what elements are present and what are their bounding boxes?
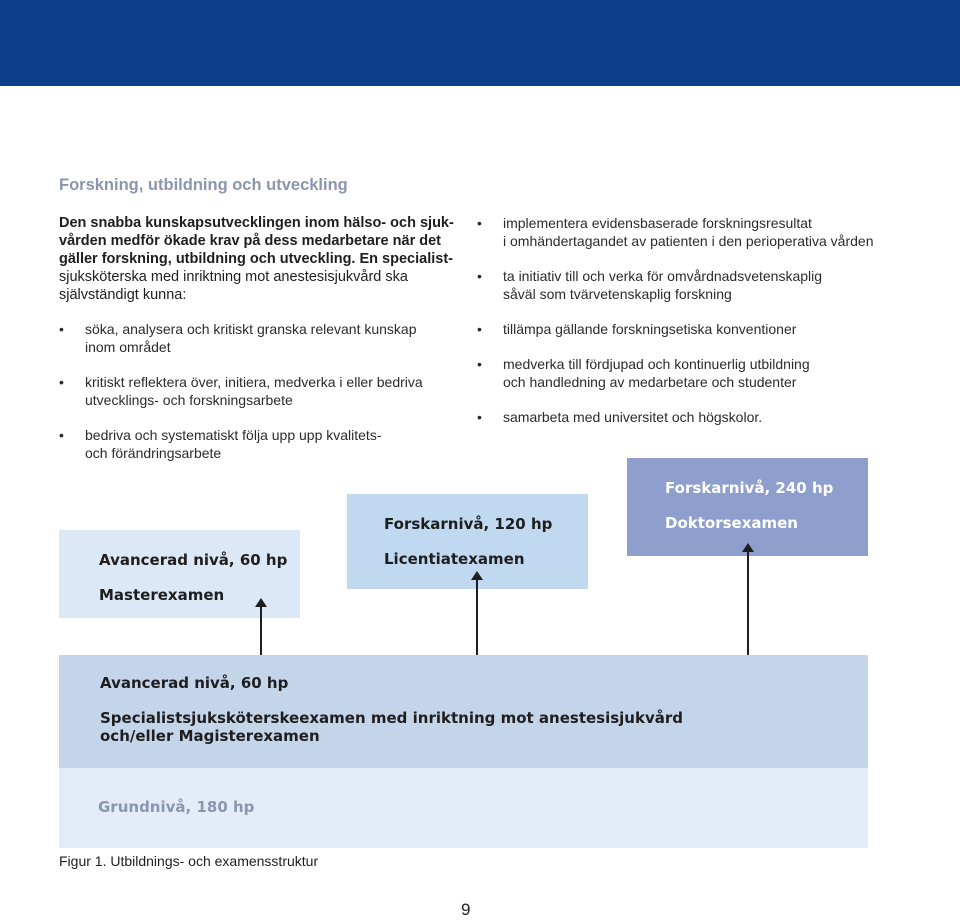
level-label: Forskarnivå, 240 hp <box>665 479 834 497</box>
list-item-line: medverka till fördjupad och kontinuerlig utbildning <box>503 356 810 372</box>
list-item-line: tillämpa gällande forskningsetiska konventioner <box>503 321 797 337</box>
figure-caption: Figur 1. Utbildnings- och examensstruktur <box>59 853 319 869</box>
section-heading: Forskning, utbildning och utveckling <box>59 176 348 194</box>
level-label: Avancerad nivå, 60 hp <box>100 674 289 692</box>
intro-line: Den snabba kunskapsutvecklingen inom hälso- och sjuk- <box>59 215 454 231</box>
list-item-line: såväl som tvärvetenskaplig forskning <box>503 286 732 302</box>
bullet-icon: • <box>477 321 482 337</box>
list-item <box>477 267 873 303</box>
degree-label: Doktorsexamen <box>665 514 798 532</box>
list-item-line: inom området <box>85 339 171 355</box>
page-number: 9 <box>461 900 471 919</box>
doktor-box <box>627 458 868 556</box>
list-item-line: och handledning av medarbetare och studenter <box>503 374 797 390</box>
degree-label: Specialistsjuksköterskeexamen med inriktning mot anestesisjukvård <box>100 709 684 727</box>
arrow-up-icon <box>260 607 262 655</box>
list-item <box>477 214 873 250</box>
intro-line: självständigt kunna: <box>59 287 187 303</box>
degree-label: Masterexamen <box>99 586 225 604</box>
list-item-line: utvecklings- och forskningsarbete <box>85 392 293 408</box>
specialist-box <box>59 655 868 768</box>
list-item <box>59 320 423 356</box>
list-item-line: söka, analysera och kritiskt granska relevant kunskap <box>85 321 417 337</box>
list-item-line: implementera evidensbaserade forskningsresultat <box>503 215 812 231</box>
list-item-line: ta initiativ till och verka för omvårdnadsvetenskaplig <box>503 268 823 284</box>
list-item-line: kritiskt reflektera över, initiera, medverka i eller bedriva <box>85 374 423 390</box>
bullet-icon: • <box>477 356 482 372</box>
list-item <box>59 373 423 409</box>
bullet-icon: • <box>59 374 64 390</box>
bullet-icon: • <box>477 215 482 231</box>
header-bar <box>0 0 960 86</box>
list-item <box>59 426 423 462</box>
bullet-icon: • <box>59 427 64 443</box>
left-bullet-list <box>59 320 423 479</box>
intro-line: sjuksköterska med inriktning mot anestesisjukvård ska <box>59 269 408 285</box>
list-item-line: bedriva och systematiskt följa upp upp kvalitets- <box>85 427 382 443</box>
arrow-up-icon <box>476 580 478 655</box>
list-item <box>477 355 873 391</box>
intro-line: vården medför ökade krav på dess medarbetare när det <box>59 233 441 249</box>
level-label: Grundnivå, 180 hp <box>98 798 255 816</box>
arrow-up-icon <box>747 552 749 655</box>
list-item <box>477 320 873 338</box>
list-item <box>477 408 873 426</box>
bullet-icon: • <box>477 268 482 284</box>
list-item-line: och förändringsarbete <box>85 445 222 461</box>
licentiat-box <box>347 494 588 589</box>
right-bullet-list <box>477 214 873 443</box>
level-label: Avancerad nivå, 60 hp <box>99 551 288 569</box>
level-label: Forskarnivå, 120 hp <box>384 515 553 533</box>
list-item-line: samarbeta med universitet och högskolor. <box>503 409 763 425</box>
degree-label: Licentiatexamen <box>384 550 525 568</box>
bullet-icon: • <box>477 409 482 425</box>
intro-line: gäller forskning, utbildning och utveckling. En specialist- <box>59 251 453 267</box>
bullet-icon: • <box>59 321 64 337</box>
grundniva-box <box>59 768 868 848</box>
degree-label: och/eller Magisterexamen <box>100 727 320 745</box>
list-item-line: i omhändertagandet av patienten i den perioperativa vården <box>503 233 874 249</box>
intro-paragraph <box>59 214 454 304</box>
